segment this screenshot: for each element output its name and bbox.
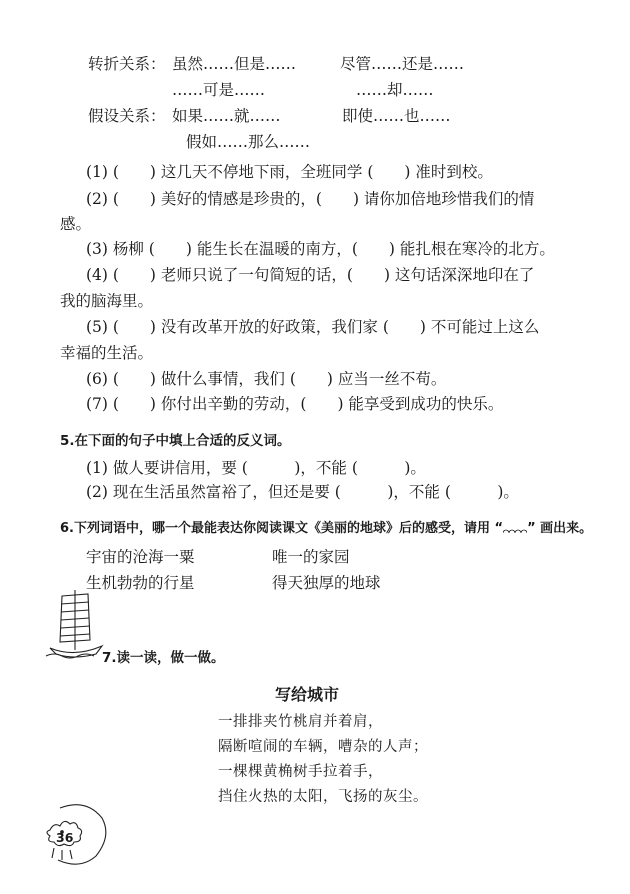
fill-item-2b: 感。: [60, 215, 92, 233]
fill-item-5b: 幸福的生活。: [60, 344, 154, 362]
fill-item-6: (6) ( ) 做什么事情，我们 ( ) 应当一丝不苟。: [86, 370, 447, 388]
fill-item-5a: (5) ( ) 没有改革开放的好政策，我们家 ( ) 不可能过上这么: [86, 318, 540, 336]
q6-heading-text-a: 6.下列词语中，哪一个最能表达你阅读课文《美丽的地球》后的感受，请用 “: [60, 521, 504, 536]
page-number: 36: [56, 830, 74, 845]
poem-line-2: 隔断喧闹的车辆，嘈杂的人声；: [218, 739, 428, 755]
conj-jiashe-a: 如果……就……: [172, 107, 281, 125]
fill-item-3: (3) 杨柳 ( ) 能生长在温暖的南方，( ) 能扎根在寒冷的北方。: [86, 240, 555, 258]
fill-item-4a: (4) ( ) 老师只说了一句简短的话，( ) 这句话深深地印在了: [86, 266, 535, 284]
conj-zhuanzhe-label: 转折关系：: [88, 55, 166, 73]
conj-zhuanzhe-c: ……可是……: [172, 81, 266, 99]
conj-jiashe-c: 假如……那么……: [186, 133, 311, 151]
q6-heading-text-b: ” 画出来。: [527, 521, 593, 536]
q6-word-2: 唯一的家园: [272, 548, 350, 566]
q6-heading: [60, 517, 592, 536]
q6-word-1: 宇宙的沧海一粟: [86, 548, 195, 566]
fill-item-4b: 我的脑海里。: [60, 292, 154, 310]
fill-item-2a: (2) ( ) 美好的情感是珍贵的，( ) 请你加倍地珍惜我们的情: [86, 190, 535, 208]
poem-title: 写给城市: [275, 685, 340, 704]
conj-jiashe-label: 假设关系：: [88, 107, 166, 125]
conj-zhuanzhe-b: 尽管……还是……: [340, 55, 465, 73]
poem-line-1: 一排排夹竹桃肩并着肩，: [218, 714, 383, 730]
q7-heading: 7.读一读，做一做。: [102, 650, 225, 666]
q5-item-2: (2) 现在生活虽然富裕了，但还是要 ( )，不能 ( )。: [86, 483, 519, 501]
conj-zhuanzhe-d: ……却……: [356, 81, 434, 99]
q5-item-1: (1) 做人要讲信用，要 ( )，不能 ( )。: [86, 459, 426, 477]
q5-heading: 5.在下面的句子中填上合适的反义词。: [60, 433, 291, 449]
fill-item-7: (7) ( ) 你付出辛勤的劳动，( ) 能享受到成功的快乐。: [86, 395, 504, 413]
poem-line-3: 一棵棵黄桷树手拉着手，: [218, 764, 383, 780]
q6-word-4: 得天独厚的地球: [272, 574, 381, 592]
poem-line-4: 挡住火热的太阳，飞扬的灰尘。: [218, 789, 428, 805]
cartoon-sheep-icon: [40, 800, 120, 870]
wavy-underline-icon: [503, 525, 527, 533]
q6-word-3: 生机勃勃的行星: [86, 574, 195, 592]
sailboat-icon: [44, 588, 106, 662]
fill-item-1: (1) ( ) 这几天不停地下雨，全班同学 ( ) 准时到校。: [86, 163, 493, 181]
conj-zhuanzhe-a: 虽然……但是……: [172, 55, 297, 73]
conj-jiashe-b: 即使……也……: [342, 107, 451, 125]
